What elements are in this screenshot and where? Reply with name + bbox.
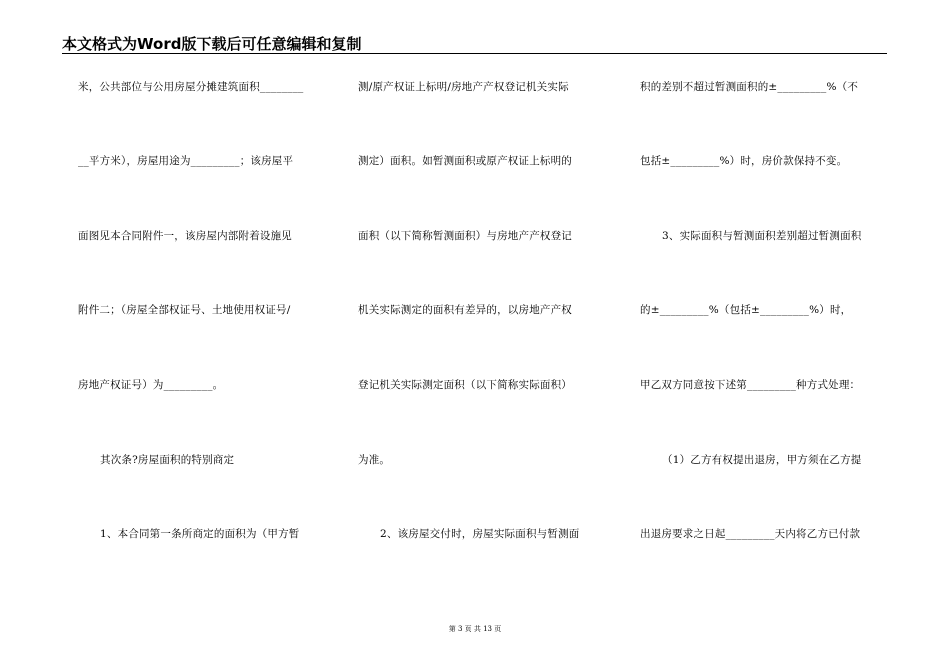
page-number-footer: 第 3 页 共 13 页 <box>448 625 502 633</box>
text-line: 登记机关实际测定面积（以下简称实际面积） <box>358 379 572 391</box>
text-line: 测/原产权证上标明/房地产产权登记机关实际 <box>358 81 569 93</box>
text-line: 机关实际测定的面积有差异的，以房地产产权 <box>358 304 572 316</box>
text-line: 出退房要求之日起_________天内将乙方已付款 <box>640 528 861 540</box>
section-heading: 其次条?房屋面积的特别商定 <box>100 454 235 466</box>
text-line: 包括±_________%）时，房价款保持不变。 <box>640 155 848 167</box>
header-divider <box>62 53 887 54</box>
text-line: __平方米），房屋用途为_________；该房屋平 <box>78 155 294 167</box>
text-line: 面图见本合同附件一，该房屋内部附着设施见 <box>78 230 292 242</box>
text-line: 米，公共部位与公用房屋分摊建筑面积________ <box>78 81 304 93</box>
text-line: 积的差别不超过暂测面积的±_________%（不 <box>640 81 859 93</box>
text-line: 房地产权证号）为_________。 <box>78 379 224 391</box>
text-line: 1、本合同第一条所商定的面积为（甲方暂 <box>100 528 300 540</box>
text-line: 甲乙双方同意按下述第_________种方式处理： <box>640 379 861 391</box>
text-line: 面积（以下简称暂测面积）与房地产产权登记 <box>358 230 572 242</box>
text-line: 2、该房屋交付时，房屋实际面积与暂测面 <box>380 528 580 540</box>
text-line: 3、实际面积与暂测面积差别超过暂测面积 <box>662 230 862 242</box>
text-line: 测定）面积。如暂测面积或原产权证上标明的 <box>358 155 572 167</box>
text-line: 为准。 <box>358 454 391 466</box>
text-line: （1）乙方有权提出退房，甲方须在乙方提 <box>662 454 862 466</box>
text-line: 附件二；（房屋全部权证号、土地使用权证号/ <box>78 304 291 316</box>
text-line: 的±_________%（包括±_________%）时， <box>640 304 852 316</box>
page-header-title: 本文格式为Word版下载后可任意编辑和复制 <box>62 35 362 53</box>
